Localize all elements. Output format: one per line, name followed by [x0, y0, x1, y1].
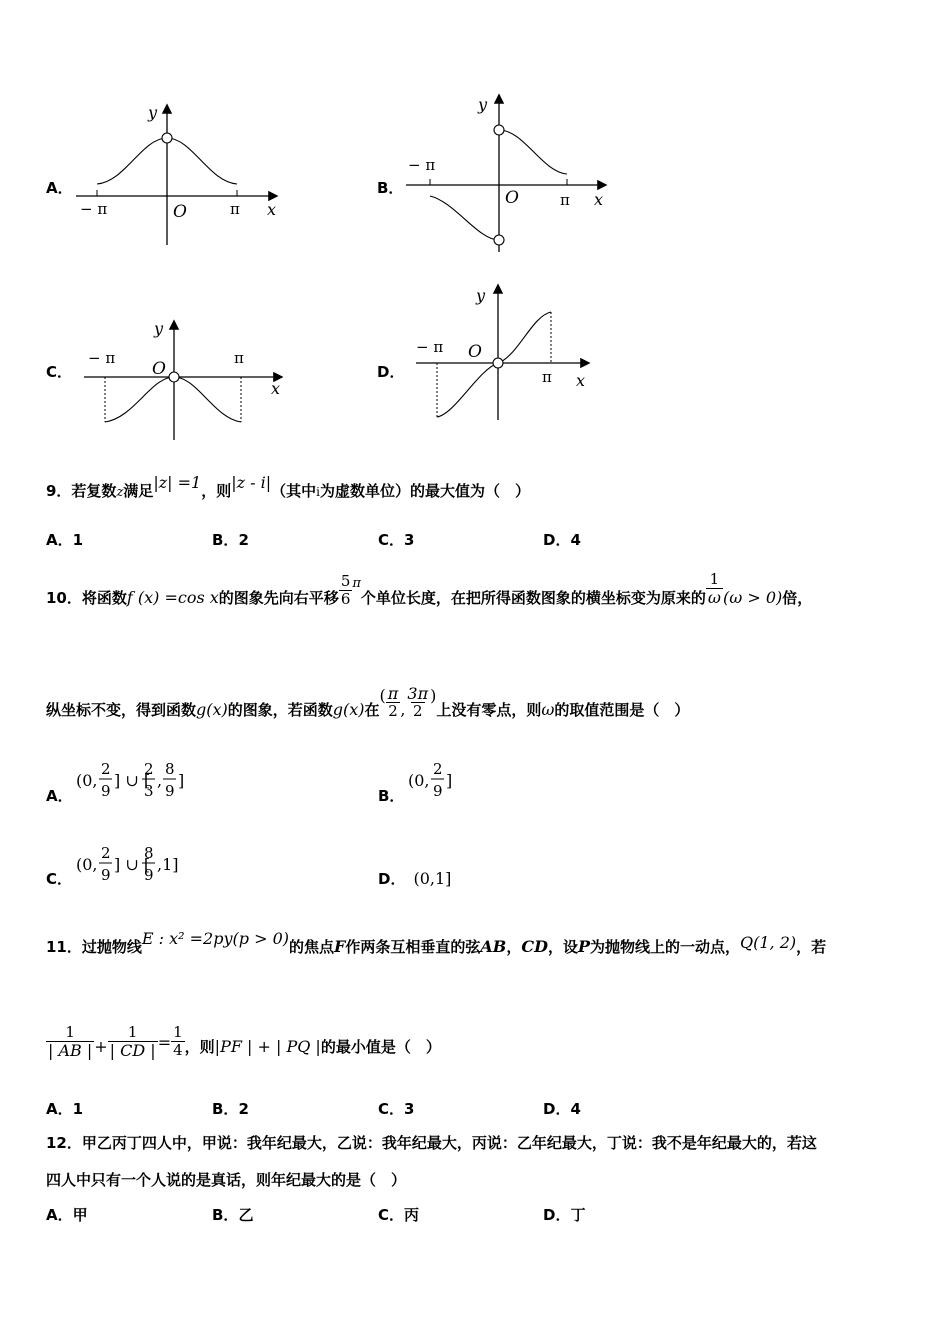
y-label: y [148, 103, 158, 122]
svg-text:8: 8 [165, 760, 175, 778]
option-text: 2 [238, 531, 249, 549]
q9-option-c[interactable] [378, 529, 414, 550]
q9-i: i [316, 485, 320, 499]
graph-c [76, 318, 291, 443]
svg-text:8: 8 [144, 844, 154, 862]
w-cond: (ω > 0) [722, 588, 783, 607]
interval-close: ) [430, 686, 437, 705]
open-point [162, 133, 172, 143]
y-label: y [476, 286, 486, 305]
frac1-den: | AB | [48, 1041, 93, 1060]
q10-text: 的图象，若函数 [227, 701, 333, 719]
plus-sign: + [94, 1037, 108, 1056]
int-a-den: 2 [388, 702, 398, 720]
open-point [493, 358, 503, 368]
q12-option-b[interactable] [212, 1204, 253, 1225]
q11-text: 11．过抛物线 [46, 938, 142, 956]
svg-text:2: 2 [101, 844, 111, 862]
option-label: D． [543, 1100, 571, 1118]
shift-pi: π [352, 576, 361, 591]
q12-option-c[interactable] [378, 1204, 419, 1225]
q10-option-c-label[interactable]: C． [46, 870, 73, 888]
neg-pi-label: − π [416, 338, 444, 356]
curve-b-left [430, 196, 499, 240]
origin-label: O [173, 202, 187, 222]
q11-text: 作两条互相垂直的弦 [345, 938, 481, 956]
q12-option-a[interactable] [46, 1204, 88, 1225]
int-b-den: 2 [412, 702, 423, 720]
svg-text:2: 2 [433, 760, 443, 778]
svg-text:(0,: (0, [408, 771, 430, 790]
q11-Q: Q(1, 2) [740, 933, 797, 952]
pi-label: π [560, 191, 570, 209]
svg-text:9: 9 [144, 866, 154, 884]
q9-z: z [116, 485, 124, 500]
q10-gx: g(x) [332, 700, 365, 719]
frac2-den: | CD | [109, 1041, 156, 1060]
interval-open: ( [379, 686, 386, 705]
question-11-line-1 [46, 925, 826, 969]
option-text: 1 [72, 1100, 84, 1118]
q9-option-d[interactable] [543, 529, 581, 550]
svg-text:2: 2 [101, 760, 111, 778]
option-label: C． [378, 1100, 405, 1118]
curve-c [105, 377, 241, 422]
option-label: A． [46, 1206, 73, 1224]
option-label: A． [46, 531, 73, 549]
option-text: 3 [404, 531, 415, 549]
q11-text: 的最小值是（ ） [320, 1038, 441, 1056]
graph-d [410, 282, 595, 422]
w-den: ω [707, 588, 721, 607]
option-label-b: B． [377, 179, 404, 197]
svg-text:] ∪ [: ] ∪ [ [114, 855, 151, 874]
svg-text:9: 9 [101, 782, 111, 800]
open-point [494, 235, 504, 245]
option-label: A． [46, 1100, 73, 1118]
q9-option-a[interactable] [46, 529, 83, 550]
q11-option-c[interactable] [378, 1098, 414, 1119]
q10-text: 倍， [782, 589, 813, 607]
option-label: C． [378, 531, 405, 549]
frac3-num: 1 [173, 1023, 183, 1041]
origin-label: O [505, 188, 519, 208]
svg-text:(0,: (0, [76, 855, 98, 874]
curve-b-right [499, 130, 567, 174]
q10-option-a-label[interactable]: A． [46, 787, 73, 805]
svg-text:9: 9 [433, 782, 443, 800]
q9-option-b[interactable] [212, 529, 249, 550]
question-9 [46, 473, 530, 501]
origin-label: O [468, 342, 482, 362]
q10-option-b-math[interactable] [408, 758, 468, 804]
shift-den: 6 [340, 590, 351, 608]
int-a-num: π [387, 684, 399, 703]
option-label-d: D． [377, 363, 405, 381]
q9-abs-z: |z| =1 [153, 473, 202, 492]
question-11-line-2 [46, 1012, 441, 1082]
open-point [494, 125, 504, 135]
svg-text:2: 2 [144, 760, 154, 778]
neg-pi-label: − π [408, 156, 436, 174]
x-label: x [267, 200, 277, 219]
q9-text: 满足 [123, 482, 154, 500]
question-10-line-2 [46, 675, 689, 745]
q9-text: 为虚数单位）的最大值为（ ） [319, 482, 530, 500]
q10-omega: ω [541, 700, 555, 719]
neg-pi-label: − π [80, 200, 108, 218]
svg-text:9: 9 [165, 782, 175, 800]
q9-text: （其中 [271, 482, 317, 500]
option-text: 1 [72, 531, 84, 549]
q11-pfpq: |PF | + | PQ | [214, 1037, 321, 1056]
option-label: B． [212, 1206, 239, 1224]
question-12-line-2: 四人中只有一个人说的是真话，则年纪最大的是（ ） [46, 1171, 407, 1189]
svg-text:]: ] [178, 771, 185, 790]
q11-F: F [334, 937, 346, 956]
y-label: y [154, 319, 164, 338]
q10-fx: f (x) =cos x [126, 588, 219, 607]
question-12-line-1: 12．甲乙丙丁四人中，甲说：我年纪最大，乙说：我年纪最大，丙说：乙年纪最大，丁说：我不是年纪最大的，若这 [46, 1134, 817, 1152]
frac2-num: 1 [127, 1023, 138, 1041]
frac1-num: 1 [65, 1023, 75, 1041]
q11-text: 为抛物线上的一动点， [590, 938, 741, 956]
q11-text: ，设 [547, 938, 578, 956]
q10-option-d[interactable] [378, 868, 451, 889]
q11-option-b[interactable] [212, 1098, 249, 1119]
option-text: 乙 [238, 1206, 254, 1224]
q11-CD: CD [521, 937, 548, 956]
int-b-num: 3π [407, 684, 429, 703]
option-text: 4 [570, 531, 581, 549]
q11-P: P [577, 937, 590, 956]
svg-text:] ∪ [: ] ∪ [ [114, 771, 151, 790]
q10-option-b-label[interactable]: B． [378, 787, 405, 805]
option-text: 2 [238, 1100, 249, 1118]
w-num: 1 [709, 570, 720, 588]
option-text: 3 [404, 1100, 415, 1118]
open-point [169, 372, 179, 382]
option-label: D． [543, 531, 571, 549]
q10-text: 的图象先向右平移 [218, 589, 339, 607]
svg-text:,: , [157, 771, 163, 790]
option-text: 4 [570, 1100, 581, 1118]
option-text: (0,1] [413, 869, 452, 888]
x-label: x [271, 379, 281, 398]
svg-text:9: 9 [101, 866, 111, 884]
q9-text: ，则 [201, 482, 232, 500]
q9-abs-zi: |z - i| [231, 473, 272, 492]
option-label: B． [212, 531, 239, 549]
pi-label: π [230, 200, 240, 218]
q11-text: ， [506, 938, 522, 956]
option-text: 甲 [72, 1206, 88, 1224]
svg-text:3: 3 [144, 782, 154, 800]
option-label: D． [378, 870, 406, 888]
svg-text:(0,: (0, [76, 771, 98, 790]
y-label: y [478, 95, 488, 114]
q10-text: 纵坐标不变，得到函数 [46, 701, 197, 719]
q10-text: 上没有零点，则 [436, 701, 542, 719]
q9-text: 9．若复数 [46, 482, 117, 500]
option-label: D． [543, 1206, 571, 1224]
q10-option-a-math[interactable] [76, 758, 196, 804]
option-label: C． [378, 1206, 405, 1224]
q11-text: 的焦点 [289, 938, 335, 956]
q11-text: ，则 [184, 1038, 215, 1056]
interval-sep: , [400, 700, 406, 719]
option-label: B． [212, 1100, 239, 1118]
shift-num: 5 [340, 572, 351, 590]
q10-text: 10．将函数 [46, 589, 127, 607]
frac3-den: 4 [173, 1041, 183, 1059]
origin-label: O [152, 359, 166, 379]
q11-option-d[interactable] [543, 1098, 581, 1119]
neg-pi-label: − π [88, 349, 116, 367]
q10-gx: g(x) [196, 700, 228, 719]
q11-text: ，若 [796, 938, 827, 956]
svg-text:,1]: ,1] [157, 855, 179, 874]
question-10-line-1 [46, 563, 812, 635]
q11-option-a[interactable] [46, 1098, 83, 1119]
graph-b [400, 92, 615, 257]
option-text: 丁 [570, 1206, 586, 1224]
q11-AB: AB [480, 937, 507, 956]
equals-sign: = [157, 1033, 172, 1052]
q11-equation: E : x² =2py(p > 0) [141, 929, 289, 948]
pi-label: π [234, 349, 244, 367]
q10-text: 在 [364, 701, 380, 719]
svg-text:]: ] [446, 771, 453, 790]
x-label: x [576, 371, 586, 390]
option-text: 丙 [404, 1206, 420, 1224]
q10-option-c-math[interactable] [76, 842, 196, 888]
q10-text: 的取值范围是（ ） [554, 701, 690, 719]
q10-text: 个单位长度，在把所得函数图象的横坐标变为原来的 [360, 589, 706, 607]
x-label: x [594, 190, 604, 209]
graph-a [70, 100, 290, 250]
option-label-c: C． [46, 363, 73, 381]
pi-label: π [542, 368, 552, 386]
option-label-a: A． [46, 179, 73, 197]
q12-option-d[interactable] [543, 1204, 585, 1225]
